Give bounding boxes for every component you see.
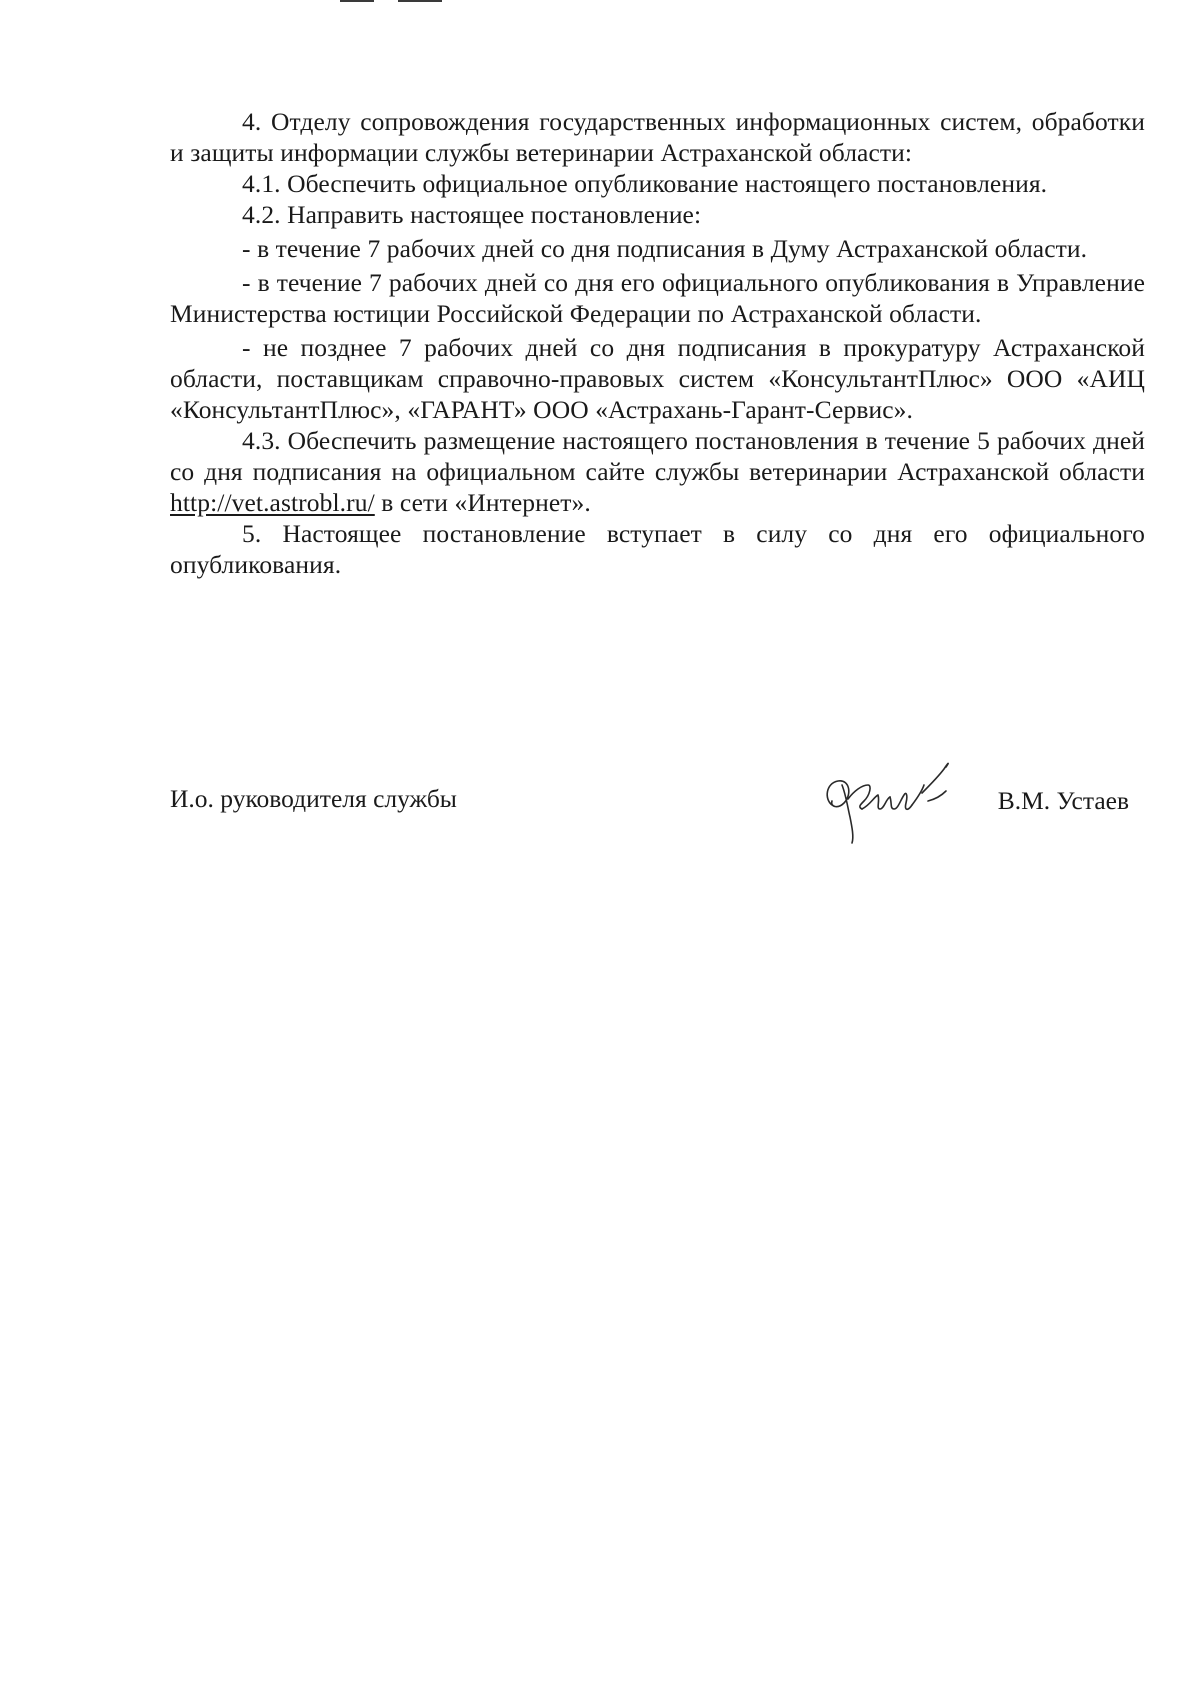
paragraph-5: 5. Настоящее постановление вступает в силу со дня его официального опубликования. [170,519,1145,579]
paragraph-4-2-justice: - в течение 7 рабочих дней со дня его официального опубликования в Управление Министерства юстиции Российской Федерации по Астраханской области. [170,268,1145,328]
paragraph-4-1: 4.1. Обеспечить официальное опубликование настоящего постановления. [242,169,1048,198]
document-body [170,106,1145,580]
paragraph-4-3 [170,425,1145,518]
signer-position: И.о. руководителя службы [170,784,457,813]
signature-block [170,755,1145,855]
scan-edge-marks [340,0,460,4]
website-link[interactable]: http://vet.astrobl.ru/ [170,488,375,517]
handwritten-signature [818,755,968,845]
paragraph-4-3-tail: в сети «Интернет». [374,488,591,517]
paragraph-4-2: 4.2. Направить настоящее постановление: [242,200,702,229]
signer-name: В.М. Устаев [997,786,1129,815]
paragraph-4-2-duma: - в течение 7 рабочих дней со дня подписания в Думу Астраханской области. [242,234,1088,263]
paragraph-4: 4. Отделу сопровождения государственных информационных систем, обработки и защиты информации службы ветеринарии Астраханской области: [170,107,1145,167]
paragraph-4-2-prosecutor: - не позднее 7 рабочих дней со дня подписания в прокуратуру Астраханской области, поставщикам справочно-правовых систем «КонсультантПлюс» ООО «АИЦ «КонсультантПлюс», «ГАРАНТ» ООО «Астрахань-Гарант-Сервис». [170,333,1145,424]
paragraph-4-3-text: 4.3. Обеспечить размещение настоящего постановления в течение 5 рабочих дней со дня подписания на официальном сайте службы ветеринарии Астраханской области [170,426,1145,486]
